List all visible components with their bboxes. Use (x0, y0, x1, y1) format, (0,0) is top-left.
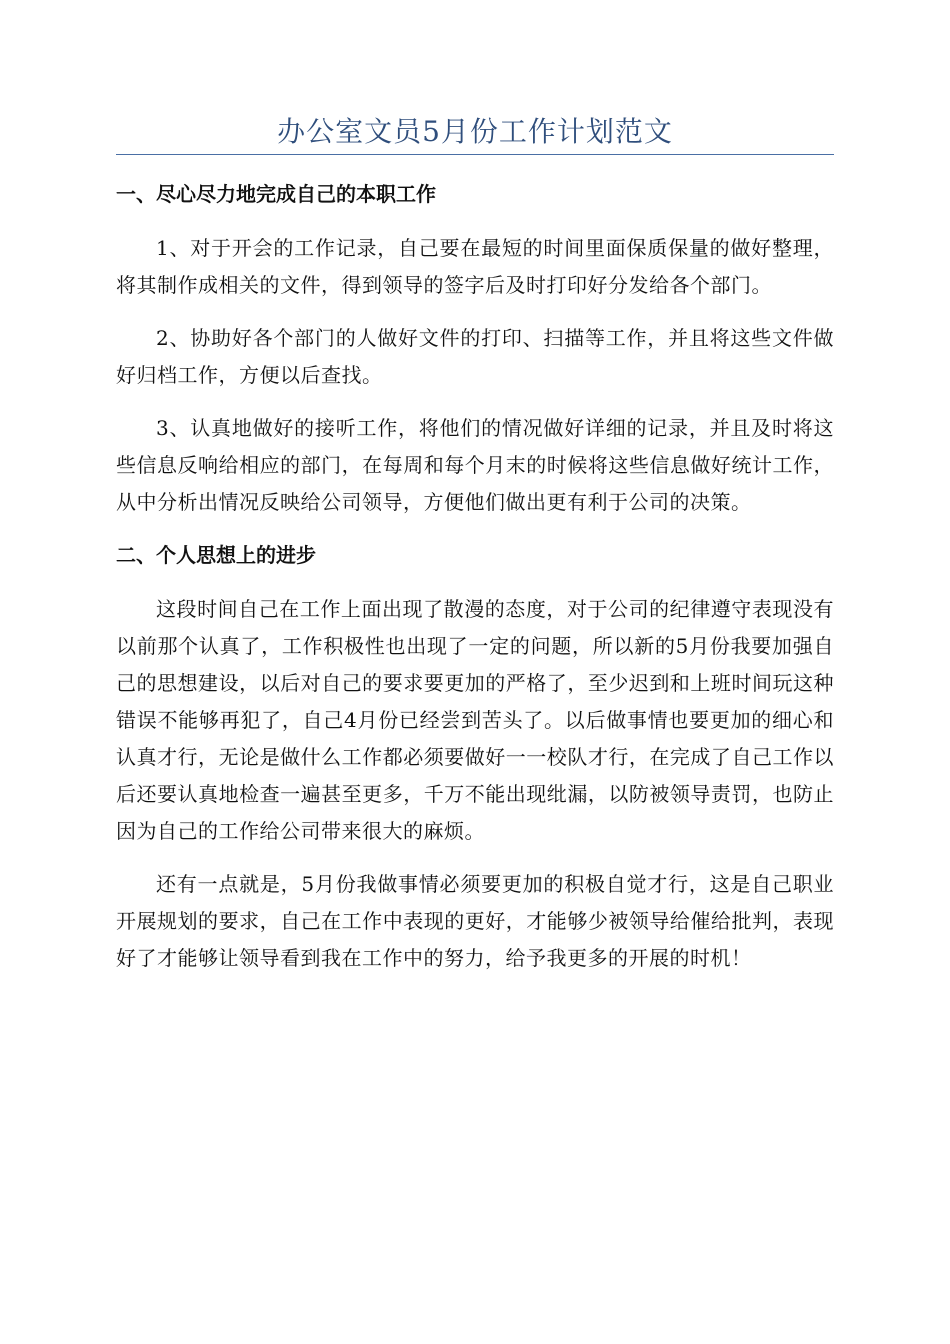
paragraph: 3、认真地做好的接听工作，将他们的情况做好详细的记录，并且及时将这些信息反响给相应的部门，在每周和每个月末的时候将这些信息做好统计工作，从中分析出情况反映给公司领导，方便他们做出更有利于公司的决策。 (116, 416, 834, 514)
title-divider (116, 154, 834, 155)
section-heading: 二、个人思想上的进步 (116, 543, 316, 567)
paragraph: 2、协助好各个部门的人做好文件的打印、扫描等工作，并且将这些文件做好归档工作，方便以后查找。 (116, 326, 834, 387)
document-body (116, 176, 834, 993)
section-heading: 一、尽心尽力地完成自己的本职工作 (116, 182, 436, 206)
section-2 (116, 537, 834, 977)
document-title: 办公室文员5月份工作计划范文 (277, 115, 673, 148)
section-1 (116, 176, 834, 521)
paragraph: 还有一点就是，5月份我做事情必须要更加的积极自觉才行，这是自己职业开展规划的要求，自己在工作中表现的更好，才能够少被领导给催给批判，表现好了才能够让领导看到我在工作中的努力，给予我更多的开展的时机！ (116, 872, 834, 970)
paragraph: 1、对于开会的工作记录，自己要在最短的时间里面保质保量的做好整理，将其制作成相关的文件，得到领导的签字后及时打印好分发给各个部门。 (116, 236, 834, 297)
paragraph: 这段时间自己在工作上面出现了散漫的态度，对于公司的纪律遵守表现没有以前那个认真了，工作积极性也出现了一定的问题，所以新的5月份我要加强自己的思想建设，以后对自己的要求要更加的严格了，至少迟到和上班时间玩这种错误不能够再犯了，自己4月份已经尝到苦头了。以后做事情也要更加的细心和认真才行，无论是做什么工作都必须要做好一一校队才行，在完成了自己工作以后还要认真地检查一遍甚至更多，千万不能出现纰漏，以防被领导责罚，也防止因为自己的工作给公司带来很大的麻烦。 (116, 597, 834, 843)
